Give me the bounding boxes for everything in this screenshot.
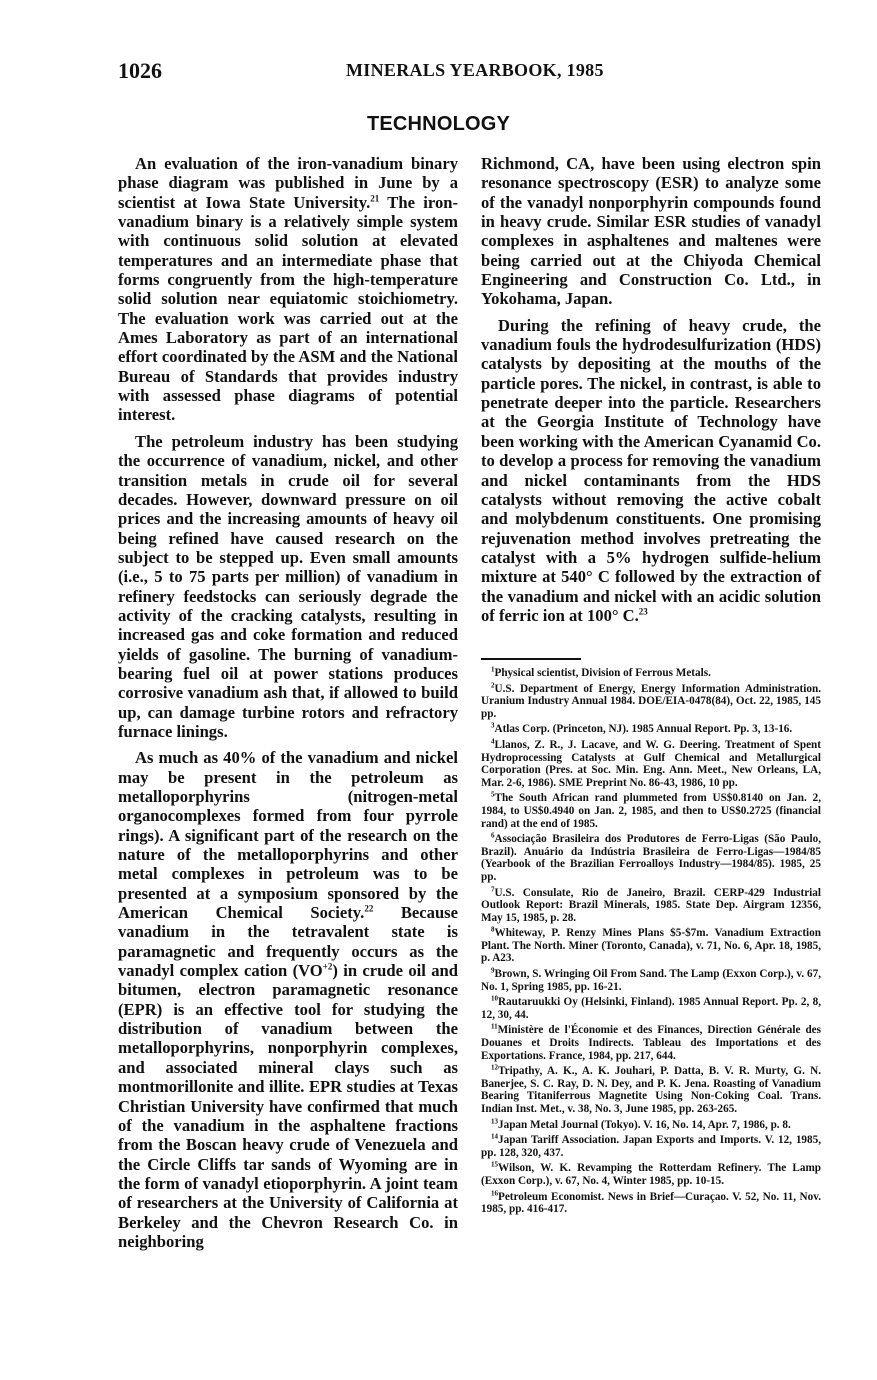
paragraph-petroleum: The petroleum industry has been studying the occurrence of vanadium, nickel, and other transition metals in crude oil for several decades. However, downward pressure on oil prices and the increasing amounts of heavy oil being refined have caused research on the subject to be stepped up. Even small amounts (i.e., 5 to 75 parts per million) of vanadium in refinery feedstocks can seriously degrade the activity of the cracking catalysts, resulting in increased gas and coke formation and reduced yields of gasoline. The burning of vanadium-bearing fuel oil at power stations produces corrosive vanadium ash that, if allowed to build up, can damage turbine rotors and refractory furnace linings. [118,431,458,741]
footnote: $^{11}$Ministère de l'Économie et des Finances, Direction Générale des Douanes et Droits Indirects. Tableau des Importations et des Exportations. France, 1984, pp. 217, 644. [481,1022,821,1062]
footnote: $^8$Whiteway, P. Renzy Mines Plans $5-$7m. Vanadium Extraction Plant. The North. Miner (Toronto, Canada), v. 71, No. 6, Apr. 18, 1985, p. A23. [481,925,821,965]
footnote: $^{12}$Tripathy, A. K., A. K. Jouhari, P. Datta, B. V. R. Murty, G. N. Banerjee, S. C. Ray, D. N. Dey, and P. K. Jena. Roasting of Vanadium Bearing Titaniferrous Magnetite Using Non-Coking Coal. Trans. Indian Inst. Met., v. 38, No. 3, June 1985, pp. 263-265. [481,1063,821,1115]
running-head [118,58,826,88]
journal-title: MINERALS YEARBOOK, 1985 [346,60,604,80]
footnote-divider [481,658,581,660]
footnote: $^{16}$Petroleum Economist. News in Brief—Curaçao. V. 52, No. 11, Nov. 1985, pp. 416-417. [481,1188,821,1216]
footnote: $^7$U.S. Consulate, Rio de Janeiro, Brazil. CERP-429 Industrial Outlook Report: Brazil Minerals, 1985. State Dep. Airgram 12356, May 15, 1985, p. 28. [481,884,821,924]
footnote: $^4$Llanos, Z. R., J. Lacave, and W. G. Deering. Treatment of Spent Hydroprocessing Catalysts at Gulf Chemical and Metallurgical Corporation (Pres. at Soc. Min. Eng. Ann. Meet., New Orleans, LA, Mar. 2-6, 1986). SME Preprint No. 86-43, 1986, 10 pp. [481,737,821,789]
footnote: $^{10}$Rautaruukki Oy (Helsinki, Finland). 1985 Annual Report. Pp. 2, 8, 12, 30, 44. [481,994,821,1021]
footnote: $^9$Brown, S. Wringing Oil From Sand. The Lamp (Exxon Corp.), v. 67, No. 1, Spring 1985, pp. 16-21. [481,966,821,993]
paragraph-iron-vanadium: An evaluation of the iron-vanadium binary phase diagram was published in June by a scientist at Iowa State University.$^{21}$ The iron-vanadium binary is a relatively simple system with continuous solid solution at elevated temperatures and an intermediate phase that forms congruently from the high-temperature solid solution near equiatomic stoichiometry. The evaluation work was carried out at the Ames Laboratory as part of an international effort coordinated by the ASM and the National Bureau of Standards that provides industry with assessed phase diagrams of potential interest. [118,154,459,425]
left-column [118,154,458,1258]
paragraph-metalloporphyrins: As much as 40% of the vanadium and nickel may be present in the petroleum as metalloporphyrins (nitrogen-metal organocomplexes formed from four pyrrole rings). A significant part of the research on the nature of the metalloporphyrins and other metal complexes in petroleum was to be presented at a symposium sponsored by the American Chemical Society.$^{22}$ Because vanadium in the tetravalent state is paramagnetic and frequently occurs as the vanadyl complex cation $(VO^{+2})$ in crude oil and bitumen, electron paramagnetic resonance (EPR) is an effective tool for studying the distribution of vanadium between the metalloporphyrins, nonporphyrin complexes, and associated mineral clays such as montmorillonite and illite. EPR studies at Texas Christian University have confirmed that much of the vanadium in the asphaltene fractions from the Boscan heavy crude of Venezuela and the Circle Cliffs tar sands of Wyoming are in the form of vanadyl etioporphyrin. A joint team of researchers at the University of California at Berkeley and the Chevron Research Co. in neighboring [118,748,458,1251]
footnote: $^{15}$Wilson, W. K. Revamping the Rotterdam Refinery. The Lamp (Exxon Corp.), v. 67, No. 4, Winter 1985, pp. 10-15. [481,1160,821,1187]
footnote-ref: 21 [370,193,380,204]
footnote-ref: 22 [364,903,374,914]
paragraph-esr-continued: Richmond, CA, have been using electron spin resonance spectroscopy (ESR) to analyze some of the vanadyl nonporphyrin compounds found in heavy crude. Similar ESR studies of vanadyl complexes in asphaltenes and maltenes were being carried out at the Chiyoda Chemical Engineering and Construction Co. Ltd., in Yokohama, Japan. [481,154,821,309]
footnote: $^3$Atlas Corp. (Princeton, NJ). 1985 Annual Report. Pp. 3, 13-16. [491,721,793,736]
section-title: TECHNOLOGY [366,113,511,135]
paragraph-refining: During the refining of heavy crude, the vanadium fouls the hydrodesulfurization (HDS) catalysts by depositing at the mouths of the particle pores. The nickel, in contrast, is able to penetrate deeper into the particle. Researchers at the Georgia Institute of Technology have been working with the American Cyanamid Co. to develop a process for removing the vanadium and nickel contaminants from the HDS catalysts without removing the active cobalt and molybdenum constituents. One promising rejuvenation method involves pretreating the catalyst with a 5% hydrogen sulfide-helium mixture at 540° C followed by the extraction of the vanadium and nickel with an acidic solution of ferric ion at 100° C.$^{23}$ [481,315,821,625]
page-number: 1026 [118,58,162,83]
footnote: $^{13}$Japan Metal Journal (Tokyo). V. 16, No. 14, Apr. 7, 1986, p. 8. [491,1116,791,1131]
footnote-ref: 23 [638,606,648,617]
footnote: $^6$Associação Brasileira dos Produtores de Ferro-Ligas (São Paulo, Brazil). Anuário da Indústria Brasileira de Ferro-Ligas—1984/85 (Yearbook of the Brazilian Ferroalloys Industry—1984/85). 1985, 25 pp. [481,831,821,883]
footnote: $^1$Physical scientist, Division of Ferrous Metals. [491,665,711,679]
footnote: $^{14}$Japan Tariff Association. Japan Exports and Imports. V. 12, 1985, pp. 128, 320, 437. [481,1132,821,1159]
footnote: $^2$U.S. Department of Energy, Energy Information Administration. Uranium Industry Annual 1984. DOE/EIA-0478(84), Oct. 22, 1985, 145 pp. [481,680,821,720]
footnote: $^5$The South African rand plummeted from US$0.8140 on Jan. 2, 1984, to US$0.4940 on Jan. 2, 1985, and then to US$0.2725 (financial rand) at the end of 1985. [481,790,821,830]
right-column [481,154,821,632]
ion-charge: +2 [322,961,333,972]
footnotes [481,667,821,1219]
